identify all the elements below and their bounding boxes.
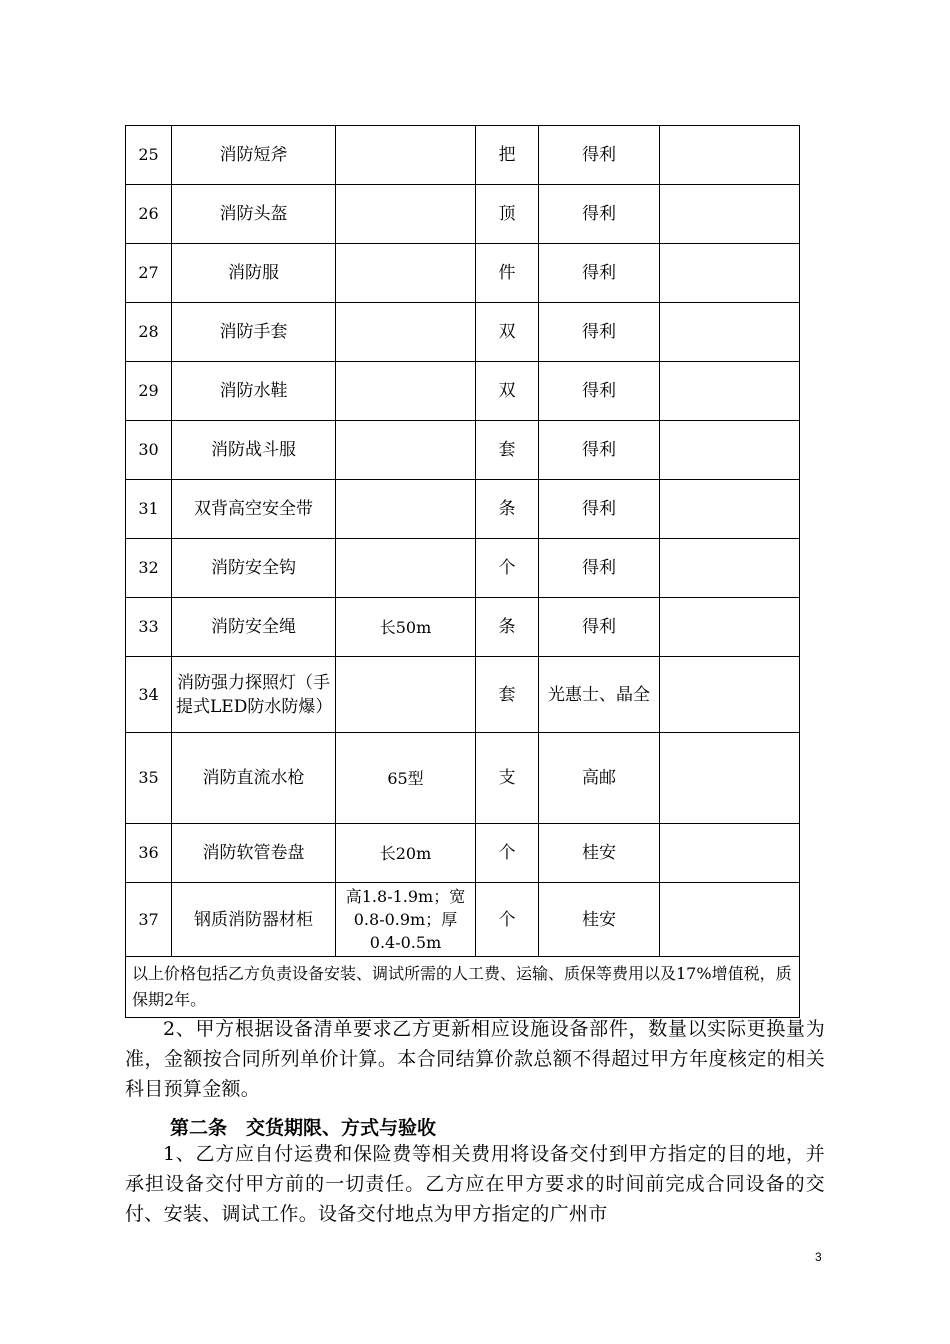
item-remark <box>660 733 800 824</box>
item-spec <box>336 657 476 733</box>
item-brand: 得利 <box>539 185 660 244</box>
item-brand: 得利 <box>539 126 660 185</box>
item-brand: 光惠士、晶全 <box>539 657 660 733</box>
item-unit: 双 <box>476 362 539 421</box>
item-remark <box>660 303 800 362</box>
item-name: 消防安全绳 <box>172 598 336 657</box>
page-number: 3 <box>815 1250 822 1264</box>
item-spec <box>336 421 476 480</box>
item-remark <box>660 657 800 733</box>
table-row <box>126 480 800 539</box>
item-remark <box>660 883 800 957</box>
item-remark <box>660 126 800 185</box>
table-note: 以上价格包括乙方负责设备安装、调试所需的人工费、运输、质保等费用以及17%增值税，质保期2年。 <box>126 957 800 1018</box>
item-brand: 得利 <box>539 244 660 303</box>
item-name: 消防软管卷盘 <box>172 824 336 883</box>
item-number: 32 <box>126 539 172 598</box>
table-row <box>126 883 800 957</box>
item-number: 36 <box>126 824 172 883</box>
item-name: 钢质消防器材柜 <box>172 883 336 957</box>
item-spec: 长20m <box>336 824 476 883</box>
item-brand: 桂安 <box>539 824 660 883</box>
item-remark <box>660 598 800 657</box>
item-number: 31 <box>126 480 172 539</box>
item-brand: 得利 <box>539 539 660 598</box>
item-number: 29 <box>126 362 172 421</box>
item-remark <box>660 824 800 883</box>
item-unit: 套 <box>476 421 539 480</box>
item-spec <box>336 480 476 539</box>
item-brand: 高邮 <box>539 733 660 824</box>
item-spec <box>336 126 476 185</box>
item-spec: 65型 <box>336 733 476 824</box>
item-unit: 个 <box>476 824 539 883</box>
item-spec: 长50m <box>336 598 476 657</box>
item-number: 30 <box>126 421 172 480</box>
table-row <box>126 824 800 883</box>
item-spec <box>336 303 476 362</box>
item-number: 34 <box>126 657 172 733</box>
item-remark <box>660 539 800 598</box>
item-unit: 条 <box>476 480 539 539</box>
item-remark <box>660 362 800 421</box>
item-brand: 得利 <box>539 480 660 539</box>
table-row <box>126 362 800 421</box>
item-number: 27 <box>126 244 172 303</box>
item-remark <box>660 244 800 303</box>
item-number: 25 <box>126 126 172 185</box>
item-remark <box>660 421 800 480</box>
item-name: 消防强力探照灯（手提式LED防水防爆） <box>172 657 336 733</box>
paragraph-3: 1、乙方应自付运费和保险费等相关费用将设备交付到甲方指定的目的地，并承担设备交付甲方前的一切责任。乙方应在甲方要求的时间前完成合同设备的交付、安装、调试工作。设备交付地点为甲方指定的广州市 <box>125 1143 825 1225</box>
item-name: 消防战斗服 <box>172 421 336 480</box>
item-unit: 把 <box>476 126 539 185</box>
item-name: 消防头盔 <box>172 185 336 244</box>
table-row <box>126 733 800 824</box>
equipment-table <box>125 125 800 1018</box>
table-row <box>126 185 800 244</box>
item-number: 37 <box>126 883 172 957</box>
item-unit: 个 <box>476 883 539 957</box>
paragraph-2: 2、甲方根据设备清单要求乙方更新相应设施设备部件，数量以实际更换量为准，金额按合同所列单价计算。本合同结算价款总额不得超过甲方年度核定的相关科目预算金额。 <box>125 1018 825 1100</box>
item-name: 消防短斧 <box>172 126 336 185</box>
item-remark <box>660 185 800 244</box>
item-spec: 高1.8-1.9m；宽0.8-0.9m；厚0.4-0.5m <box>336 883 476 957</box>
item-name: 消防手套 <box>172 303 336 362</box>
item-unit: 顶 <box>476 185 539 244</box>
item-spec <box>336 185 476 244</box>
item-brand: 得利 <box>539 598 660 657</box>
item-unit: 套 <box>476 657 539 733</box>
table-row <box>126 657 800 733</box>
item-name: 消防水鞋 <box>172 362 336 421</box>
item-remark <box>660 480 800 539</box>
table-row <box>126 244 800 303</box>
section-heading: 第二条 交货期限、方式与验收 <box>170 1117 437 1139</box>
item-unit: 双 <box>476 303 539 362</box>
item-brand: 得利 <box>539 303 660 362</box>
table-row <box>126 598 800 657</box>
item-name: 消防安全钩 <box>172 539 336 598</box>
item-number: 26 <box>126 185 172 244</box>
item-unit: 件 <box>476 244 539 303</box>
item-number: 33 <box>126 598 172 657</box>
item-number: 28 <box>126 303 172 362</box>
item-spec <box>336 539 476 598</box>
table-row <box>126 421 800 480</box>
item-number: 35 <box>126 733 172 824</box>
table-note-row <box>126 957 800 1018</box>
item-unit: 条 <box>476 598 539 657</box>
table-row <box>126 303 800 362</box>
table-row <box>126 539 800 598</box>
item-name: 消防服 <box>172 244 336 303</box>
item-brand: 桂安 <box>539 883 660 957</box>
item-name: 消防直流水枪 <box>172 733 336 824</box>
item-spec <box>336 244 476 303</box>
table-row <box>126 126 800 185</box>
item-brand: 得利 <box>539 421 660 480</box>
item-unit: 支 <box>476 733 539 824</box>
item-name: 双背高空安全带 <box>172 480 336 539</box>
item-unit: 个 <box>476 539 539 598</box>
item-spec <box>336 362 476 421</box>
item-brand: 得利 <box>539 362 660 421</box>
